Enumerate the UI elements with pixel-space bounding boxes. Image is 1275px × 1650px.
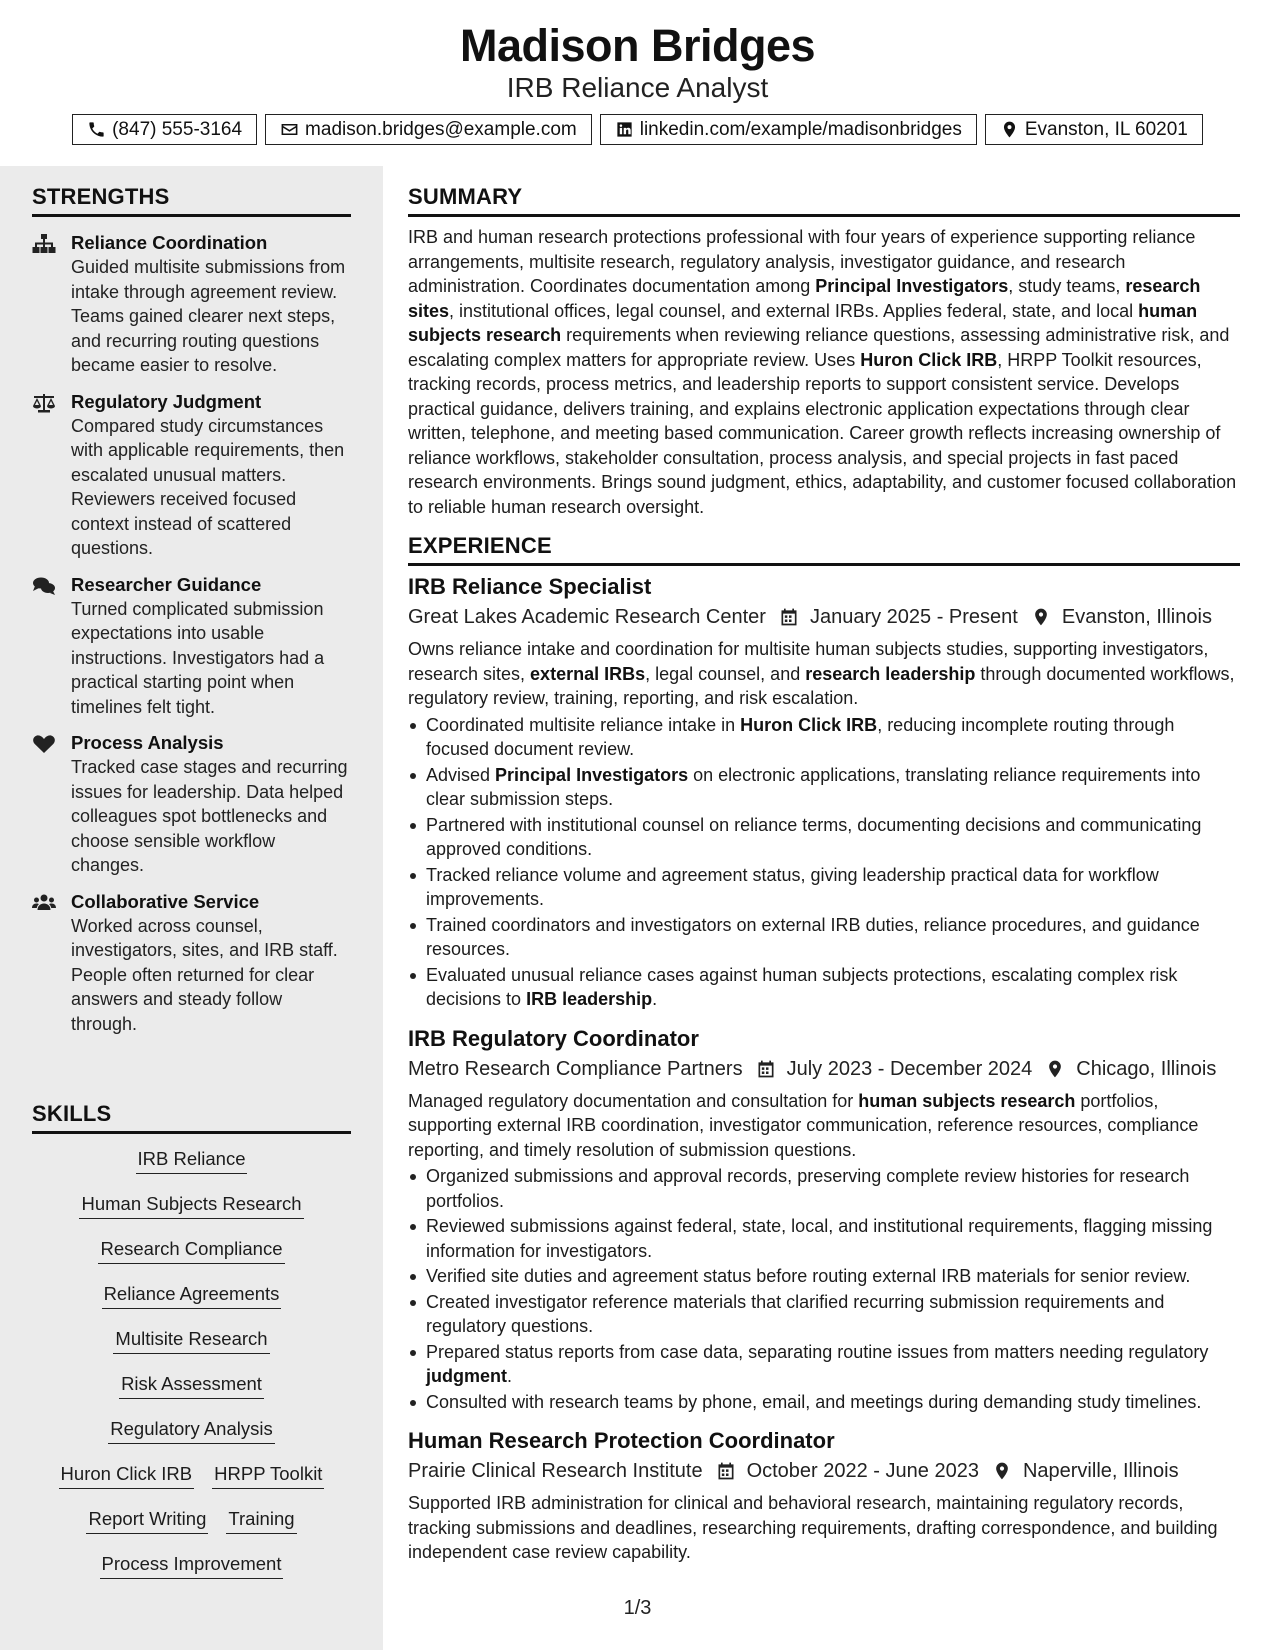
contact-phone[interactable] [72, 114, 257, 145]
bullet-item: Coordinated multisite reliance intake in Huron Click IRB, reducing incomplete routing through focused document review. [408, 713, 1240, 762]
bullet-item: Partnered with institutional counsel on reliance terms, documenting decisions and communicating approved conditions. [408, 813, 1240, 862]
job-description: Supported IRB administration for clinical and behavioral research, maintaining regulatory records, tracking submissions and deadlines, researching requirements, drafting correspondence, and building independent case review capability. [408, 1493, 1218, 1562]
job-location: Evanston, Illinois [1061, 606, 1212, 628]
skill-tag: Process Improvement [100, 1553, 284, 1579]
skill-row [136, 1148, 248, 1193]
bullet-item: Evaluated unusual reliance cases against human subjects protections, escalating complex risk decisions to IRB leadership. [408, 963, 1240, 1012]
strength-item [32, 573, 351, 720]
job-entry [408, 1024, 1240, 1415]
bullet-item: Advised Principal Investigators on electronic applications, translating reliance requirements into clear submission steps. [408, 763, 1240, 812]
strength-desc: Worked across counsel, investigators, sites, and IRB staff. People often returned for clear answers and steady follow through. [71, 915, 338, 1034]
emphasis-text: human subjects research [408, 300, 1198, 345]
strength-name: Researcher Guidance [71, 573, 262, 595]
skill-row [79, 1193, 303, 1238]
skill-row [108, 1418, 274, 1463]
skill-tag: Risk Assessment [119, 1373, 264, 1399]
job-entry [408, 572, 1240, 1012]
job-entry [408, 1426, 1240, 1565]
map-pin-icon [1045, 1059, 1065, 1079]
emphasis-text: external IRBs [530, 663, 646, 684]
strengths-section [32, 184, 351, 1036]
emphasis-text: Huron Click IRB [740, 714, 878, 735]
skill-tag: Regulatory Analysis [108, 1418, 274, 1444]
sidebar [0, 166, 383, 1650]
job-company: Prairie Clinical Research Institute [408, 1460, 703, 1482]
job-title: IRB Reliance Specialist [408, 574, 652, 599]
strength-name: Process Analysis [71, 732, 224, 753]
skill-tag: Training [226, 1508, 296, 1534]
users-icon [32, 893, 56, 913]
skill-tag: IRB Reliance [136, 1148, 248, 1174]
skills-section [32, 1101, 351, 1598]
skill-row [113, 1328, 269, 1373]
contact-location-text: Evanston, IL 60201 [1024, 118, 1188, 140]
org-chart-icon [32, 234, 56, 254]
skill-row [86, 1508, 296, 1553]
strength-item [32, 231, 351, 378]
strengths-heading: STRENGTHS [32, 184, 351, 217]
emphasis-text: Principal Investigators [815, 276, 1009, 296]
strength-item [32, 390, 351, 561]
contact-linkedin-text: linkedin.com/example/madisonbridges [639, 118, 962, 140]
bullet-item: Reviewed submissions against federal, state, local, and institutional requirements, flagging missing information for investigators. [408, 1214, 1240, 1263]
experience-section [408, 533, 1240, 1565]
strength-item [32, 731, 351, 878]
emphasis-text: Principal Investigators [495, 764, 689, 785]
skill-row [100, 1553, 284, 1598]
skill-row [59, 1463, 325, 1508]
calendar-icon [756, 1059, 776, 1079]
emphasis-text: research leadership [805, 663, 976, 684]
resume-header [0, 0, 1275, 166]
job-dates: January 2025 - Present [809, 606, 1018, 628]
strength-name: Collaborative Service [71, 890, 260, 912]
contact-location[interactable] [985, 114, 1203, 145]
job-bullets [408, 1164, 1240, 1414]
bullet-item: Tracked reliance volume and agreement status, giving leadership practical data for workflow improvements. [408, 863, 1240, 912]
emphasis-text: Huron Click IRB [860, 349, 998, 370]
job-company: Metro Research Compliance Partners [408, 1057, 743, 1080]
map-pin-icon [1031, 607, 1051, 627]
page-number: 1/3 [623, 1597, 652, 1619]
main-content [408, 166, 1240, 1565]
skill-tag: Reliance Agreements [102, 1283, 282, 1309]
contact-bar [0, 114, 1275, 145]
bullet-item: Verified site duties and agreement status before routing external IRB materials for senior review. [408, 1264, 1240, 1289]
job-location: Naperville, Illinois [1022, 1460, 1179, 1482]
emphasis-text: human subjects research [858, 1090, 1076, 1111]
strength-name: Regulatory Judgment [71, 390, 262, 412]
linkedin-icon [615, 120, 634, 139]
candidate-title: IRB Reliance Analyst [506, 72, 769, 103]
map-pin-icon [1000, 120, 1019, 139]
summary-heading: SUMMARY [408, 184, 1240, 217]
job-description: Managed regulatory documentation and consultation for human subjects research portfolios, supporting external IRB coordination, investigator communication, reference resources, compliance reporting, and timely resolution of submission questions. [408, 1090, 1199, 1160]
job-meta [408, 1054, 1240, 1084]
bullet-item: Prepared status reports from case data, separating routine issues from matters needing regulatory judgment. [408, 1340, 1240, 1389]
skill-row [98, 1238, 284, 1283]
skills-heading: SKILLS [32, 1101, 351, 1134]
skill-tag: Report Writing [86, 1508, 208, 1534]
strength-item [32, 890, 351, 1037]
skill-tag: HRPP Toolkit [212, 1463, 324, 1489]
strength-desc: Guided multisite submissions from intake through agreement review. Teams gained clearer next steps, and recurring routing questions became easier to resolve. [71, 257, 346, 375]
skill-tag: Multisite Research [113, 1328, 269, 1354]
strength-desc: Turned complicated submission expectations into usable instructions. Investigators had a practical starting point when timelines felt tight. [71, 598, 325, 717]
skill-row [102, 1283, 282, 1328]
emphasis-text: research sites [408, 276, 1201, 321]
skill-tag: Human Subjects Research [79, 1193, 303, 1219]
calendar-icon [779, 607, 799, 627]
emphasis-text: IRB leadership [526, 989, 653, 1009]
contact-email-text: madison.bridges@example.com [305, 118, 577, 140]
job-dates: July 2023 - December 2024 [786, 1057, 1033, 1080]
emphasis-text: judgment [426, 1366, 507, 1386]
bullet-item: Organized submissions and approval records, preserving complete review histories for research portfolios. [408, 1164, 1240, 1213]
job-title: IRB Regulatory Coordinator [408, 1025, 699, 1051]
bullet-item: Created investigator reference materials that clarified recurring submission requirements and regulatory questions. [408, 1290, 1240, 1339]
bullet-item: Trained coordinators and investigators on external IRB duties, reliance procedures, and guidance resources. [408, 913, 1240, 962]
strength-name: Reliance Coordination [71, 232, 268, 253]
job-title: Human Research Protection Coordinator [408, 1428, 835, 1453]
job-meta [408, 602, 1240, 632]
contact-email[interactable] [265, 114, 592, 145]
contact-linkedin[interactable] [600, 114, 977, 145]
job-meta [408, 1456, 1240, 1486]
calendar-icon [716, 1461, 736, 1481]
job-dates: October 2022 - June 2023 [746, 1460, 979, 1482]
skill-tag: Research Compliance [98, 1238, 284, 1264]
strength-desc: Compared study circumstances with applicable requirements, then escalated unusual matters. Reviewers received focused context instead of scattered questions. [71, 415, 345, 558]
map-pin-icon [992, 1461, 1012, 1481]
job-location: Chicago, Illinois [1076, 1057, 1217, 1080]
job-bullets [408, 713, 1240, 1012]
envelope-icon [280, 120, 299, 139]
chat-bubbles-icon [32, 576, 56, 596]
heart-icon [32, 734, 56, 754]
experience-heading: EXPERIENCE [408, 533, 1240, 566]
scale-icon [32, 393, 56, 413]
skill-row [119, 1373, 264, 1418]
summary-section [408, 184, 1240, 519]
job-description: Owns reliance intake and coordination for multisite human subjects studies, supporting investigators, research sites, external IRBs, legal counsel, and research leadership through documented workflows, regulatory review, training, reporting, and risk escalation. [408, 639, 1235, 708]
skill-tag: Huron Click IRB [59, 1463, 195, 1489]
phone-icon [87, 120, 106, 139]
contact-phone-text: (847) 555-3164 [112, 118, 243, 140]
bullet-item: Consulted with research teams by phone, email, and meetings during demanding study timelines. [408, 1390, 1240, 1415]
summary-text: IRB and human research protections professional with four years of experience supporting reliance arrangements, multisite research, regulatory analysis, investigator guidance, and research administration. Coordinates documentation among Principal Investigators, study teams, research sites, institutional offices, legal counsel, and external IRBs. Applies federal, state, and local human subjects research requirements when reviewing reliance questions, assessing administrative risk, and escalating complex matters for appropriate review. Uses Huron Click IRB, HRPP Toolkit resources, tracking records, process metrics, and leadership reports to support consistent service. Develops practical guidance, delivers training, and explains electronic application expectations through clear written, telephone, and meeting based communication. Career growth reflects increasing ownership of reliance workflows, stakeholder consultation, process analysis, and special projects in fast paced research environments. Brings sound judgment, ethics, adaptability, and customer focused collaboration to reliable human research oversight. [408, 227, 1237, 517]
job-company: Great Lakes Academic Research Center [408, 606, 766, 628]
candidate-name: Madison Bridges [459, 20, 816, 71]
skills-list [32, 1148, 351, 1598]
strength-desc: Tracked case stages and recurring issues for leadership. Data helped colleagues spot bottlenecks and choose sensible workflow changes. [71, 757, 348, 875]
